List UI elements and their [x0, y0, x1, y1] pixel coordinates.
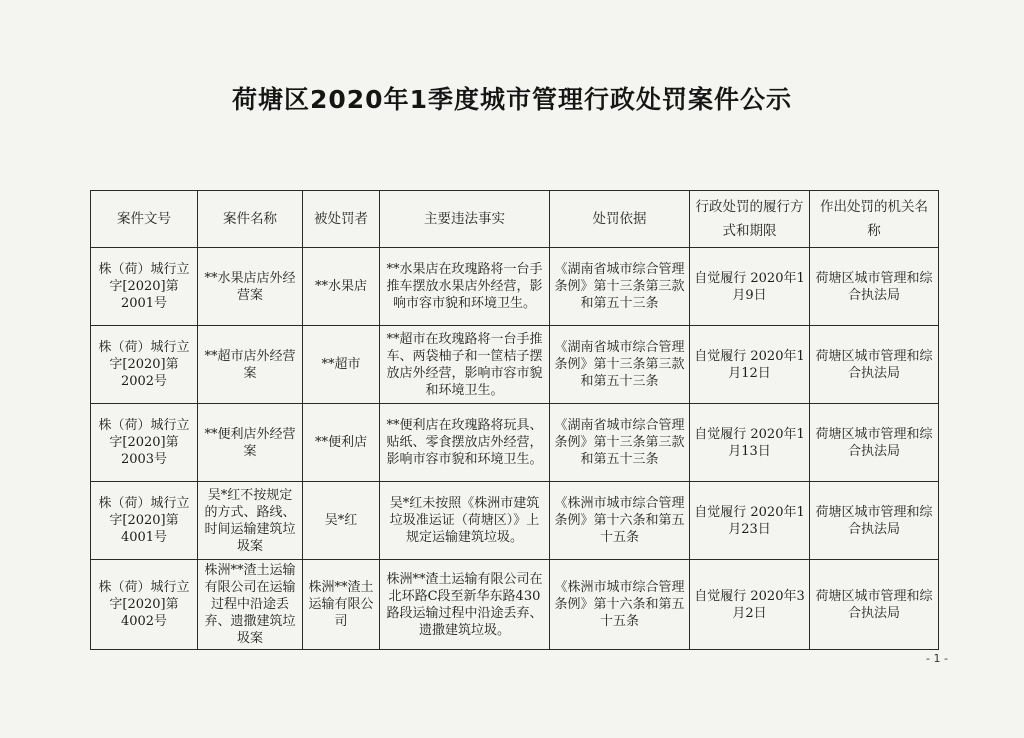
cell-respondent: **超市 [303, 326, 380, 404]
cell-case-no: 株（荷）城行立字[2020]第4002号 [91, 560, 198, 650]
header-case-name: 案件名称 [198, 191, 303, 248]
cell-case-name: **便利店外经营案 [198, 404, 303, 482]
cell-respondent: 株洲**渣土运输有限公司 [303, 560, 380, 650]
header-respondent: 被处罚者 [303, 191, 380, 248]
cell-facts: **便利店在玫瑰路将玩具、贴纸、零食摆放店外经营，影响市容市貌和环境卫生。 [380, 404, 550, 482]
cell-method: 自觉履行 2020年1月9日 [690, 248, 810, 326]
cell-case-no: 株（荷）城行立字[2020]第2001号 [91, 248, 198, 326]
cell-case-no: 株（荷）城行立字[2020]第4001号 [91, 482, 198, 560]
header-method: 行政处罚的履行方式和期限 [690, 191, 810, 248]
header-basis: 处罚依据 [550, 191, 690, 248]
cell-facts: 吴*红未按照《株洲市建筑垃圾准运证（荷塘区）》上规定运输建筑垃圾。 [380, 482, 550, 560]
penalty-cases-table [90, 190, 939, 650]
header-case-no: 案件文号 [91, 191, 198, 248]
cell-respondent: **水果店 [303, 248, 380, 326]
cell-basis: 《湖南省城市综合管理条例》第十三条第三款和第五十三条 [550, 326, 690, 404]
cell-method: 自觉履行 2020年1月12日 [690, 326, 810, 404]
cell-method: 自觉履行 2020年1月23日 [690, 482, 810, 560]
cell-basis: 《株洲市城市综合管理条例》第十六条和第五十五条 [550, 482, 690, 560]
cell-case-no: 株（荷）城行立字[2020]第2002号 [91, 326, 198, 404]
cell-basis: 《湖南省城市综合管理条例》第十三条第三款和第五十三条 [550, 404, 690, 482]
document-title: 荷塘区2020年1季度城市管理行政处罚案件公示 [232, 85, 792, 114]
table-row [91, 560, 939, 650]
page-number: - 1 - [926, 652, 948, 665]
cell-authority: 荷塘区城市管理和综合执法局 [810, 404, 939, 482]
table-row [91, 248, 939, 326]
cell-case-name: **超市店外经营案 [198, 326, 303, 404]
cell-authority: 荷塘区城市管理和综合执法局 [810, 326, 939, 404]
cell-case-name: 吴*红不按规定的方式、路线、时间运输建筑垃圾案 [198, 482, 303, 560]
cell-authority: 荷塘区城市管理和综合执法局 [810, 248, 939, 326]
cell-facts: **水果店在玫瑰路将一台手推车摆放水果店外经营，影响市容市貌和环境卫生。 [380, 248, 550, 326]
cell-basis: 《株洲市城市综合管理条例》第十六条和第五十五条 [550, 560, 690, 650]
table-header-row [91, 191, 939, 248]
cell-facts: **超市在玫瑰路将一台手推车、两袋柚子和一筐桔子摆放店外经营，影响市容市貌和环境卫生。 [380, 326, 550, 404]
cell-respondent: **便利店 [303, 404, 380, 482]
cell-method: 自觉履行 2020年3月2日 [690, 560, 810, 650]
cell-method: 自觉履行 2020年1月13日 [690, 404, 810, 482]
table-row [91, 326, 939, 404]
cell-authority: 荷塘区城市管理和综合执法局 [810, 482, 939, 560]
cell-case-name: 株洲**渣土运输有限公司在运输过程中沿途丢弃、遗撒建筑垃圾案 [198, 560, 303, 650]
cell-case-name: **水果店店外经营案 [198, 248, 303, 326]
header-authority: 作出处罚的机关名称 [810, 191, 939, 248]
cell-authority: 荷塘区城市管理和综合执法局 [810, 560, 939, 650]
cell-case-no: 株（荷）城行立字[2020]第2003号 [91, 404, 198, 482]
cell-facts: 株洲**渣土运输有限公司在北环路C段至新华东路430路段运输过程中沿途丢弃、遗撒建筑垃圾。 [380, 560, 550, 650]
table-row [91, 404, 939, 482]
header-facts: 主要违法事实 [380, 191, 550, 248]
cell-respondent: 吴*红 [303, 482, 380, 560]
table-row [91, 482, 939, 560]
cell-basis: 《湖南省城市综合管理条例》第十三条第三款和第五十三条 [550, 248, 690, 326]
